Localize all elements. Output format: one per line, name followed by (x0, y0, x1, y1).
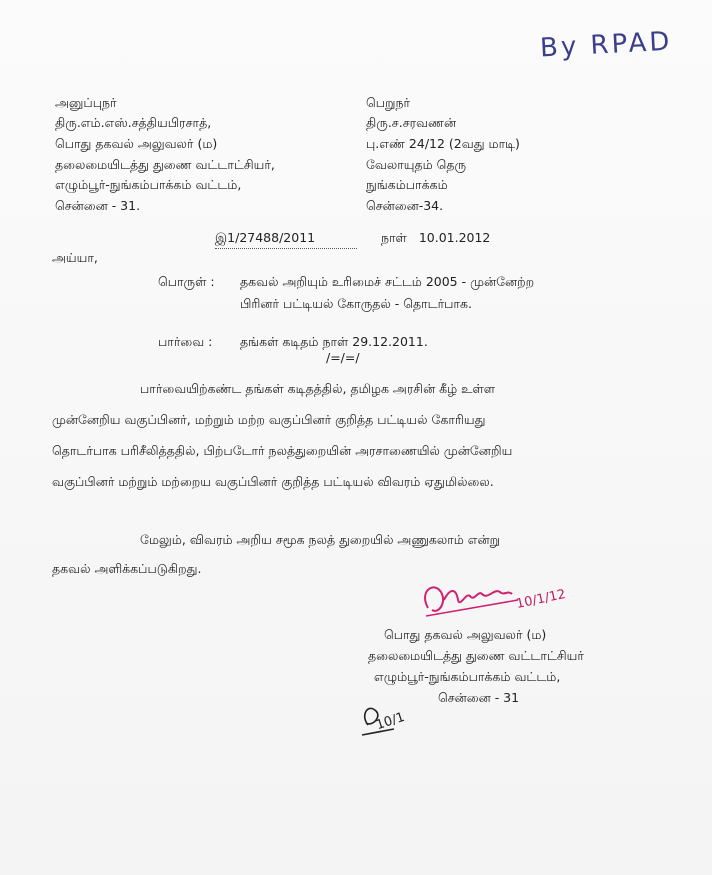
ref-text: தங்கள் கடிதம் நாள் 29.12.2011. (240, 334, 428, 349)
sender-designation: பொது தகவல் அலுவலர் (ம) (55, 136, 218, 151)
recipient-name: திரு.ச.சரவணன் (366, 115, 457, 130)
sender-city: சென்னை - 31. (55, 198, 141, 213)
ref-separator: /=/=/ (326, 350, 360, 365)
reference-number: இ1/27488/2011 (215, 228, 357, 249)
signature-date: 10/1/12 (514, 586, 568, 613)
ref-label: பார்வை : (158, 334, 213, 349)
subject-line-2: பிரினர் பட்டியல் கோருதல் - தொடர்பாக. (240, 296, 472, 311)
body-para2-line2: தகவல் அளிக்கப்படுகிறது. (52, 561, 202, 576)
recipient-area: நுங்கம்பாக்கம் (366, 177, 448, 192)
subject-label: பொருள் : (158, 274, 215, 289)
reference-line (215, 228, 490, 249)
salutation: அய்யா, (52, 250, 98, 265)
subject-line-1: தகவல் அறியும் உரிமைச் சட்டம் 2005 - முன்னேற்ற (240, 274, 535, 289)
sign-taluk: எழும்பூர்-நுங்கம்பாக்கம் வட்டம், (374, 669, 561, 684)
body-para1-line4: வகுப்பினர் மற்றும் மற்றைய வகுப்பினர் குறித்த பட்டியல் விவரம் ஏதுமில்லை. (52, 474, 494, 489)
body-para2-line1: மேலும், விவரம் அறிய சமூக நலத் துறையில் அணுகலாம் என்று (140, 532, 501, 547)
body-para1-line3: தொடர்பாக பரிசீலித்ததில், பிற்படோர் நலத்துறையின் அரசாணையில் முன்னேறிய (52, 443, 513, 458)
reference-date-label: நாள் (380, 230, 407, 245)
recipient-address: பு.எண் 24/12 (2வது மாடி) (366, 136, 520, 151)
body-para1-line1: பார்வையிற்கண்ட தங்கள் கடிதத்தில், தமிழக அரசின் கீழ் உள்ள (140, 381, 496, 396)
sender-name: திரு.எம்.எஸ்.சத்தியபிரசாத், (55, 115, 212, 130)
recipient-street: வேலாயுதம் தெரு (366, 157, 467, 172)
sign-designation: பொது தகவல் அலுவலர் (ம) (384, 627, 547, 642)
sign-office: தலைமையிடத்து துணை வட்டாட்சியர் (368, 648, 584, 663)
sender-office: தலைமையிடத்து துணை வட்டாட்சியர், (55, 157, 275, 172)
recipient-city: சென்னை-34. (366, 198, 444, 213)
sender-heading: அனுப்புநர் (55, 95, 117, 110)
recipient-heading: பெறுநர் (366, 95, 411, 110)
body-para1-line2: முன்னேறிய வகுப்பினர், மற்றும் மற்ற வகுப்பினர் குறித்த பட்டியல் கோரியது (52, 412, 486, 427)
by-rpad-stamp: By RPAD (539, 26, 674, 64)
sender-taluk: எழும்பூர்-நுங்கம்பாக்கம் வட்டம், (55, 177, 242, 192)
initials-date: 10/1 (374, 709, 407, 734)
sign-city: சென்னை - 31 (438, 690, 520, 705)
reference-date: 10.01.2012 (418, 230, 491, 245)
